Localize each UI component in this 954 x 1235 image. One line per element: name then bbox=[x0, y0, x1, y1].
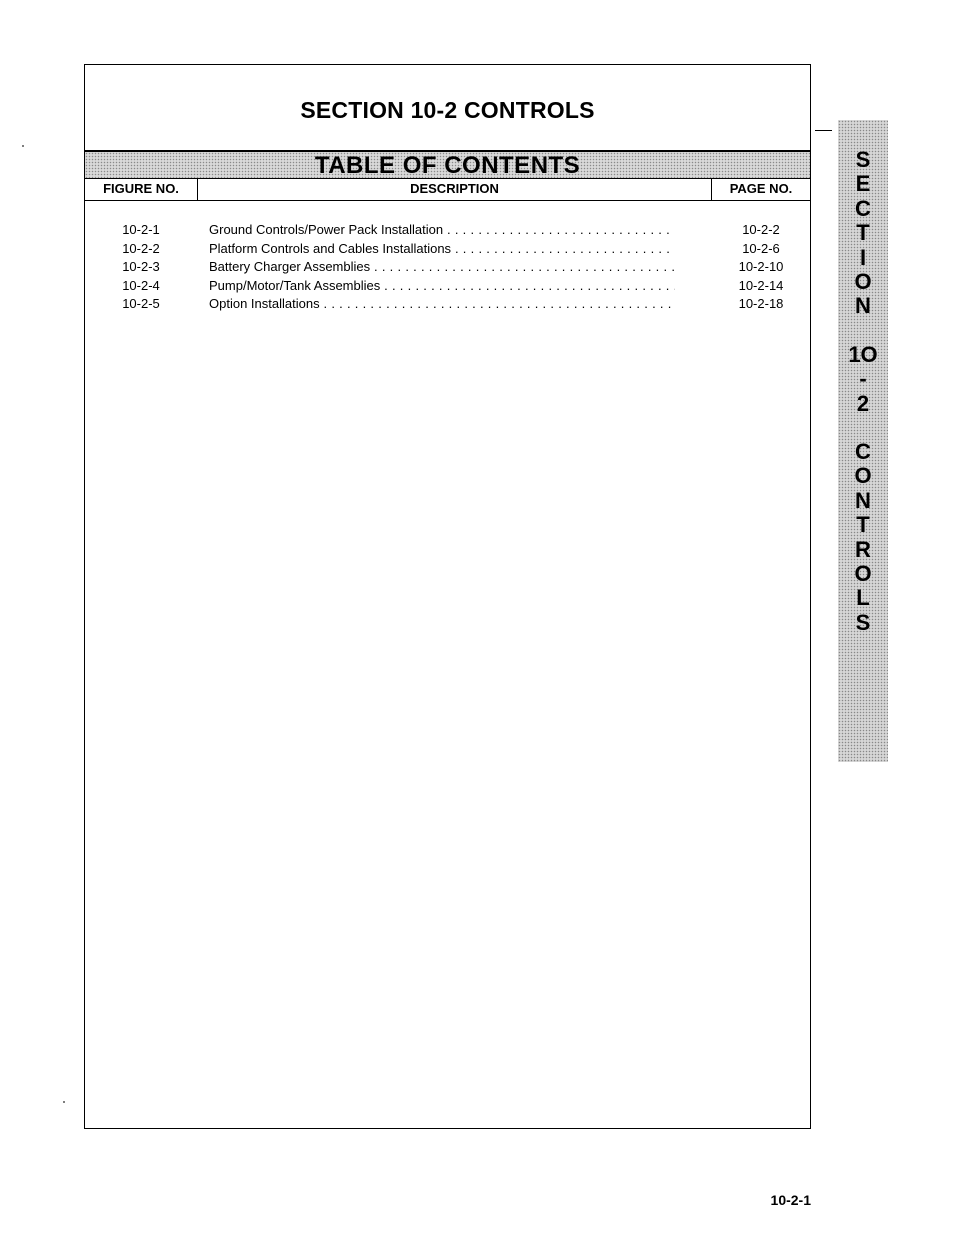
entry-figure-number: 10-2-2 bbox=[122, 240, 160, 256]
page-number: 10-2-1 bbox=[770, 1192, 811, 1208]
side-tab-letter: O bbox=[854, 269, 872, 294]
side-tab-letter: N bbox=[855, 487, 871, 513]
side-tab-letter: N bbox=[855, 293, 871, 319]
column-header-row bbox=[85, 179, 810, 201]
toc-entry bbox=[85, 221, 810, 240]
side-tab-letter: O bbox=[854, 561, 872, 586]
side-tab-letter: 1O bbox=[848, 341, 878, 367]
entry-figure-number: 10-2-1 bbox=[122, 222, 160, 237]
margin-dash bbox=[815, 130, 832, 131]
side-tab-letter: E bbox=[855, 171, 871, 197]
side-tab-letter: T bbox=[856, 220, 870, 246]
toc-entries bbox=[85, 221, 810, 314]
page-column-header: PAGE NO. bbox=[729, 181, 793, 196]
side-tab-letter: S bbox=[855, 147, 871, 172]
toc-entry bbox=[85, 295, 810, 314]
entry-description: Pump/Motor/Tank Assemblies . . . bbox=[209, 277, 675, 295]
entry-page-number: 10-2-6 bbox=[742, 240, 780, 256]
scan-speck bbox=[22, 145, 24, 147]
side-tab-letter: I bbox=[859, 244, 867, 270]
entry-page-number: 10-2-2 bbox=[742, 222, 780, 237]
side-tab-letter: T bbox=[856, 512, 870, 538]
entry-description: Platform Controls and Cables Installations . . . bbox=[209, 240, 675, 258]
entry-description: Ground Controls/Power Pack Installation . . . bbox=[209, 221, 675, 239]
toc-banner bbox=[85, 150, 810, 179]
section-title: SECTION 10-2 CONTROLS bbox=[300, 97, 595, 123]
side-tab-letter: R bbox=[855, 536, 871, 562]
toc-entry bbox=[85, 258, 810, 277]
figure-column-header: FIGURE NO. bbox=[103, 181, 179, 196]
entry-figure-number: 10-2-5 bbox=[122, 296, 160, 312]
toc-title: TABLE OF CONTENTS bbox=[314, 152, 581, 179]
entry-page-number: 10-2-10 bbox=[738, 259, 784, 275]
scan-speck bbox=[63, 1101, 65, 1103]
side-tab-letter: - bbox=[859, 366, 867, 392]
section-side-tab bbox=[838, 120, 888, 762]
document-frame bbox=[84, 64, 811, 1129]
description-column-header: DESCRIPTION bbox=[197, 179, 712, 200]
side-tab-letter: L bbox=[856, 585, 870, 611]
side-tab-letter: 2 bbox=[856, 390, 870, 416]
entry-page-number: 10-2-18 bbox=[738, 296, 784, 312]
entry-description: Battery Charger Assemblies . . . bbox=[209, 258, 675, 276]
side-tab-letter: O bbox=[854, 463, 872, 489]
side-tab-letter: S bbox=[855, 609, 871, 635]
toc-entry bbox=[85, 240, 810, 259]
entry-description: Option Installations . . . bbox=[209, 295, 675, 313]
entry-figure-number: 10-2-4 bbox=[122, 277, 160, 293]
entry-page-number: 10-2-14 bbox=[738, 277, 784, 293]
toc-entry bbox=[85, 277, 810, 296]
entry-figure-number: 10-2-3 bbox=[122, 259, 160, 275]
side-tab-letter: C bbox=[855, 439, 871, 464]
side-tab-letter: C bbox=[855, 195, 871, 221]
